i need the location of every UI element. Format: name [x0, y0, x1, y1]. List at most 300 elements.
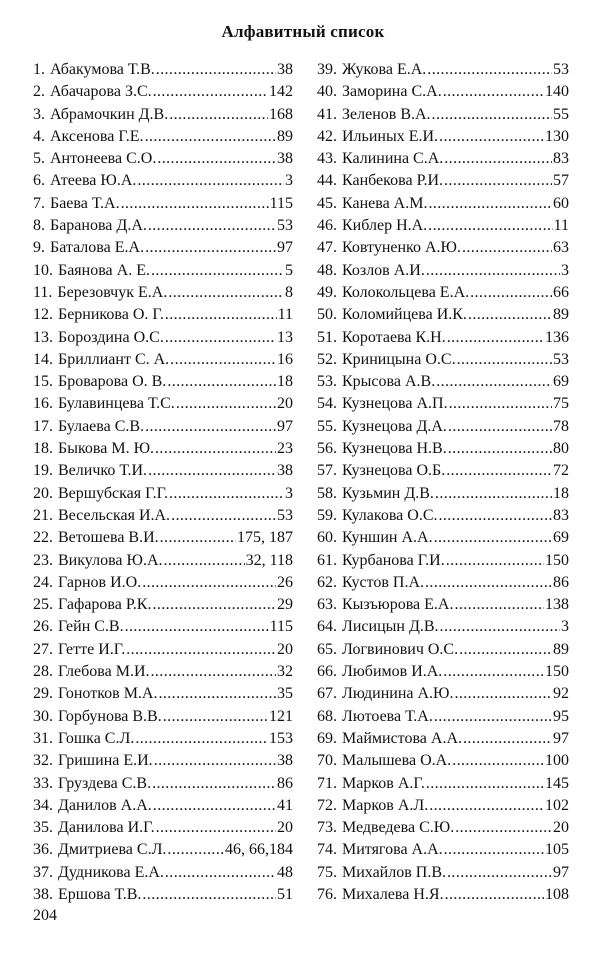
entry-pages: 66	[553, 283, 569, 301]
dot-leader	[154, 750, 276, 772]
entry-name: Баева Т.А.	[50, 194, 120, 212]
entry-pages: 108	[545, 885, 569, 903]
entry-pages: 38	[277, 61, 293, 78]
entry-name: Лютоева Т.А.	[342, 707, 433, 725]
entry-number: 13.	[33, 328, 53, 346]
index-entry	[33, 126, 293, 148]
entry-pages: 55	[553, 105, 569, 123]
entry-name: Аксенова Г.Е.	[50, 127, 144, 145]
entry-pages: 20	[277, 395, 293, 413]
dot-leader	[428, 215, 552, 237]
dot-leader	[156, 59, 276, 81]
entry-number: 25.	[33, 596, 53, 614]
entry-number: 59.	[317, 506, 337, 524]
entry-number: 40.	[317, 83, 337, 101]
index-entry	[33, 170, 293, 192]
entry-name: Канева А.М.	[342, 194, 428, 212]
entry-name: Жукова Е.А.	[342, 61, 427, 78]
dot-leader	[153, 795, 276, 817]
dot-leader	[428, 193, 552, 215]
index-entry	[33, 773, 293, 795]
index-entry	[317, 215, 569, 237]
entry-pages: 150	[545, 663, 569, 681]
entry-name: Кустов П.А.	[342, 573, 425, 591]
page-title: Алфавитный список	[221, 22, 385, 41]
entry-name: Вершубская Г.Г.	[58, 484, 169, 502]
entry-number: 17.	[33, 417, 53, 435]
index-entry	[317, 393, 569, 415]
index-entry	[33, 483, 293, 505]
dot-leader	[457, 349, 552, 371]
entry-name: Лисицын Д.В.	[342, 618, 439, 636]
entry-name: Ковтуненко А.Ю.	[342, 239, 461, 257]
index-entry	[33, 750, 293, 772]
index-entry	[33, 527, 293, 549]
index-entry	[33, 706, 293, 728]
index-column-right	[317, 59, 569, 906]
dot-leader	[152, 773, 276, 795]
dot-leader	[145, 237, 276, 259]
entry-name: Колокольцева Е.А.	[342, 283, 470, 301]
entry-number: 11.	[33, 283, 53, 301]
entry-pages: 75	[553, 395, 569, 413]
entry-name: Гошка С.Л.	[58, 729, 135, 747]
entry-number: 7.	[33, 194, 45, 212]
entry-number: 52.	[317, 350, 337, 368]
entry-pages: 11	[277, 306, 293, 324]
index-entry	[317, 750, 569, 772]
entry-number: 24.	[33, 573, 53, 591]
entry-pages: 78	[553, 417, 569, 435]
entry-number: 41.	[317, 105, 337, 123]
index-entry	[317, 460, 569, 482]
dot-leader	[158, 683, 276, 705]
entry-number: 22.	[33, 529, 53, 547]
index-entry	[33, 572, 293, 594]
entry-name: Кузнецова Н.В.	[342, 440, 447, 458]
entry-name: Антонеева С.О.	[50, 150, 157, 168]
index-entry	[317, 773, 569, 795]
dot-leader	[148, 215, 276, 237]
dot-leader	[142, 884, 276, 906]
entry-number: 63.	[317, 596, 337, 614]
entry-number: 48.	[317, 261, 337, 279]
entry-number: 16.	[33, 395, 53, 413]
index-entry	[33, 661, 293, 683]
dot-leader	[170, 349, 276, 371]
entry-name: Криницына О.С.	[342, 350, 456, 368]
entry-pages: 69	[553, 373, 569, 391]
entry-name: Медведева С.Ю.	[342, 819, 455, 837]
entry-name: Горбунова В.В.	[58, 707, 162, 725]
dot-leader	[145, 416, 276, 438]
index-entry	[33, 371, 293, 393]
entry-pages: 130	[545, 127, 569, 145]
entry-pages: 18	[553, 484, 569, 502]
entry-name: Викулова Ю.А.	[58, 551, 163, 569]
index-entry	[33, 237, 293, 259]
entry-number: 20.	[33, 484, 53, 502]
entry-name: Людинина А.Ю.	[342, 685, 454, 703]
dot-leader	[452, 750, 544, 772]
entry-number: 31.	[33, 729, 53, 747]
index-entry	[317, 483, 569, 505]
entry-number: 32.	[33, 752, 53, 770]
dot-leader	[446, 550, 544, 572]
dot-leader	[449, 393, 552, 415]
entry-name: Кузнецова О.Б.	[342, 462, 446, 480]
entry-number: 39.	[317, 61, 337, 78]
entry-pages: 53	[277, 217, 293, 235]
entry-pages: 69	[553, 529, 569, 547]
entry-name: Коротаева К.Н.	[342, 328, 446, 346]
entry-pages: 89	[277, 127, 293, 145]
entry-name: Курбанова Г.И.	[342, 551, 445, 569]
dot-leader	[454, 594, 544, 616]
dot-leader	[434, 527, 552, 549]
entry-name: Марков А.Л.	[342, 796, 429, 814]
index-entry	[33, 594, 293, 616]
entry-pages: 150	[545, 551, 569, 569]
entry-pages: 72	[553, 462, 569, 480]
index-entry	[317, 862, 569, 884]
entry-name: Гарнов И.О.	[58, 573, 142, 591]
dot-leader	[171, 505, 276, 527]
entry-name: Михалева Н.Я.	[342, 885, 444, 903]
entry-pages: 142	[269, 83, 293, 101]
dot-leader	[435, 483, 552, 505]
entry-name: Дмитриева С.Л.	[58, 841, 167, 859]
index-entry	[33, 460, 293, 482]
entry-pages: 115	[269, 194, 293, 212]
entry-pages: 53	[553, 350, 569, 368]
entry-name: Малышева О.А.	[342, 752, 452, 770]
entry-number: 69.	[317, 729, 337, 747]
index-entry	[33, 416, 293, 438]
entry-number: 3.	[33, 105, 45, 123]
dot-leader	[142, 572, 276, 594]
index-entry	[33, 148, 293, 170]
entry-name: Дудникова Е.А.	[58, 863, 164, 881]
dot-leader	[121, 193, 269, 215]
index-entry	[317, 728, 569, 750]
index-entry	[317, 327, 569, 349]
dot-leader	[448, 416, 552, 438]
entry-number: 2.	[33, 83, 45, 101]
entry-pages: 20	[277, 819, 293, 837]
index-entry	[33, 438, 293, 460]
entry-number: 62.	[317, 573, 337, 591]
dot-leader	[459, 639, 552, 661]
entry-pages: 5	[285, 261, 293, 279]
entry-pages: 51	[277, 885, 293, 903]
dot-leader	[165, 304, 277, 326]
entry-name: Логвинович О.С.	[342, 640, 459, 658]
dot-leader	[126, 639, 276, 661]
entry-name: Баталова Е.А.	[50, 239, 145, 257]
dot-leader	[164, 550, 245, 572]
index-entry	[33, 683, 293, 705]
entry-name: Берникова О. Г.	[58, 306, 164, 324]
dot-leader	[440, 616, 560, 638]
dot-leader	[155, 438, 276, 460]
index-entry	[317, 126, 569, 148]
index-entry	[317, 59, 569, 81]
index-entry	[317, 148, 569, 170]
entry-name: Кузьмин Д.В.	[342, 484, 434, 502]
entry-name: Баранова Д.А.	[50, 217, 147, 235]
entry-name: Крысова А.В.	[342, 373, 436, 391]
dot-leader	[444, 839, 544, 861]
index-entry	[317, 550, 569, 572]
index-entry	[33, 616, 293, 638]
entry-name: Коломийцева И.К.	[342, 306, 467, 324]
entry-pages: 38	[277, 752, 293, 770]
index-entry	[317, 81, 569, 103]
entry-pages: 35	[277, 685, 293, 703]
entry-number: 73.	[317, 819, 337, 837]
entry-pages: 23	[277, 440, 293, 458]
dot-leader	[448, 438, 552, 460]
dot-leader	[447, 327, 544, 349]
dot-leader	[167, 839, 224, 861]
index-entry	[33, 282, 293, 304]
index-entry	[33, 550, 293, 572]
entry-name: Абрамочкин Д.В.	[50, 105, 169, 123]
entry-name: Козлов А.И.	[342, 261, 425, 279]
dot-leader	[426, 773, 544, 795]
entry-pages: 140	[545, 83, 569, 101]
dot-leader	[151, 661, 277, 683]
entry-pages: 95	[553, 707, 569, 725]
dot-leader	[137, 170, 284, 192]
entry-name: Кузнецова Д.А.	[342, 417, 447, 435]
entry-number: 44.	[317, 172, 337, 190]
entry-pages: 138	[545, 596, 569, 614]
dot-leader	[429, 795, 544, 817]
entry-pages: 86	[553, 573, 569, 591]
dot-leader	[425, 572, 552, 594]
index-entry	[317, 170, 569, 192]
entry-number: 29.	[33, 685, 53, 703]
dot-leader	[169, 104, 268, 126]
entry-pages: 41	[277, 796, 293, 814]
entry-pages: 48	[277, 863, 293, 881]
dot-leader	[443, 81, 544, 103]
index-entry	[33, 349, 293, 371]
entry-pages: 3	[561, 261, 569, 279]
entry-number: 71.	[317, 774, 337, 792]
entry-pages: 83	[553, 150, 569, 168]
entry-pages: 46, 66,184	[225, 841, 293, 859]
index-entry	[317, 416, 569, 438]
entry-pages: 3	[285, 484, 293, 502]
dot-leader	[145, 126, 276, 148]
entry-pages: 53	[277, 506, 293, 524]
entry-number: 50.	[317, 306, 337, 324]
entry-name: Абакумова Т.В.	[50, 61, 155, 78]
entry-name: Булаева С.В.	[58, 417, 145, 435]
entry-number: 4.	[33, 127, 45, 145]
entry-number: 55.	[317, 417, 337, 435]
entry-pages: 3	[561, 618, 569, 636]
entry-pages: 8	[285, 283, 293, 301]
index-entry	[33, 884, 293, 906]
entry-number: 38.	[33, 885, 53, 903]
entry-number: 74.	[317, 841, 337, 859]
dot-leader	[426, 260, 560, 282]
dot-leader	[468, 304, 552, 326]
entry-number: 57.	[317, 462, 337, 480]
dot-leader	[167, 371, 276, 393]
entry-pages: 115	[269, 618, 293, 636]
entry-pages: 145	[545, 774, 569, 792]
index-entry	[33, 795, 293, 817]
entry-pages: 97	[277, 239, 293, 257]
entry-name: Калинина С.А.	[342, 150, 444, 168]
entry-pages: 32	[277, 663, 293, 681]
dot-leader	[439, 126, 544, 148]
entry-name: Любимов И.А.	[342, 663, 443, 681]
entry-pages: 38	[277, 462, 293, 480]
dot-leader	[163, 706, 268, 728]
dot-leader	[434, 706, 552, 728]
entry-number: 65.	[317, 640, 337, 658]
dot-leader	[445, 884, 544, 906]
entry-number: 70.	[317, 752, 337, 770]
entry-number: 58.	[317, 484, 337, 502]
index-entry	[317, 683, 569, 705]
entry-number: 72.	[317, 796, 337, 814]
entry-name: Броварова О. В.	[58, 373, 167, 391]
index-entry	[33, 728, 293, 750]
dot-leader	[148, 460, 276, 482]
index-entry	[317, 616, 569, 638]
entry-number: 53.	[317, 373, 337, 391]
dot-leader	[463, 728, 552, 750]
index-entry	[317, 304, 569, 326]
dot-leader	[168, 282, 284, 304]
entry-number: 36.	[33, 841, 53, 859]
index-entry	[33, 215, 293, 237]
entry-number: 23.	[33, 551, 53, 569]
entry-name: Гетте И.Г.	[58, 640, 126, 658]
entry-pages: 3	[285, 172, 293, 190]
index-entry	[317, 795, 569, 817]
index-entry	[33, 639, 293, 661]
dot-leader	[432, 104, 552, 126]
entry-name: Маймистова А.А.	[342, 729, 463, 747]
entry-number: 6.	[33, 172, 45, 190]
dot-leader	[165, 327, 276, 349]
entry-name: Митягова А.А.	[342, 841, 443, 859]
index-entry	[317, 639, 569, 661]
index-entry	[33, 327, 293, 349]
dot-leader	[152, 594, 276, 616]
entry-pages: 29	[277, 596, 293, 614]
entry-pages: 97	[553, 863, 569, 881]
dot-leader	[470, 282, 552, 304]
entry-pages: 105	[545, 841, 569, 859]
index-entry	[33, 260, 293, 282]
entry-pages: 18	[277, 373, 293, 391]
entry-number: 12.	[33, 306, 53, 324]
dot-leader	[176, 393, 276, 415]
index-entry	[317, 349, 569, 371]
entry-name: Зеленов В.А.	[342, 105, 431, 123]
index-entry	[33, 862, 293, 884]
entry-name: Данилова И.Г.	[58, 819, 155, 837]
entry-number: 67.	[317, 685, 337, 703]
entry-pages: 97	[277, 417, 293, 435]
index-entry	[317, 661, 569, 683]
entry-number: 19.	[33, 462, 53, 480]
entry-pages: 38	[277, 150, 293, 168]
entry-name: Кулакова О.С.	[342, 506, 438, 524]
dot-leader	[157, 148, 276, 170]
dot-leader	[135, 728, 268, 750]
index-entry	[33, 193, 293, 215]
entry-pages: 53	[553, 61, 569, 78]
entry-number: 61.	[317, 551, 337, 569]
index-entry	[317, 572, 569, 594]
entry-pages: 32, 118	[245, 551, 293, 569]
index-entry	[33, 505, 293, 527]
index-entry	[33, 304, 293, 326]
dot-leader	[436, 371, 552, 393]
entry-number: 66.	[317, 663, 337, 681]
entry-number: 37.	[33, 863, 53, 881]
entry-number: 14.	[33, 350, 53, 368]
entry-pages: 83	[553, 506, 569, 524]
entry-name: Канбекова Р.И.	[342, 172, 444, 190]
index-column-left	[33, 59, 293, 906]
entry-name: Кызъюрова Е.А.	[342, 596, 454, 614]
index-entry	[33, 81, 293, 103]
entry-pages: 20	[277, 640, 293, 658]
entry-name: Гейн С.В.	[58, 618, 124, 636]
index-entry	[33, 839, 293, 861]
index-entry	[317, 371, 569, 393]
entry-number: 9.	[33, 239, 45, 257]
entry-name: Заморина С.А.	[342, 83, 442, 101]
entry-number: 54.	[317, 395, 337, 413]
entry-name: Гонотков М.А.	[58, 685, 158, 703]
entry-name: Бороздина О.С.	[58, 328, 164, 346]
index-entry	[317, 104, 569, 126]
entry-pages: 89	[553, 640, 569, 658]
entry-number: 43.	[317, 150, 337, 168]
dot-leader	[438, 505, 552, 527]
dot-leader	[447, 862, 552, 884]
dot-leader	[444, 148, 552, 170]
entry-number: 5.	[33, 150, 45, 168]
index-entry	[33, 104, 293, 126]
entry-pages: 57	[553, 172, 569, 190]
entry-pages: 86	[277, 774, 293, 792]
entry-name: Ершова Т.В.	[58, 885, 142, 903]
dot-leader	[165, 862, 276, 884]
entry-pages: 97	[553, 729, 569, 747]
index-entry	[317, 527, 569, 549]
index-entry	[317, 594, 569, 616]
entry-name: Атеева Ю.А.	[50, 172, 137, 190]
entry-name: Величко Т.И.	[58, 462, 148, 480]
entry-name: Баянова А. Е.	[58, 261, 150, 279]
entry-name: Ветошева В.И.	[58, 529, 159, 547]
index-entry	[317, 505, 569, 527]
entry-name: Данилов А.А.	[58, 796, 152, 814]
